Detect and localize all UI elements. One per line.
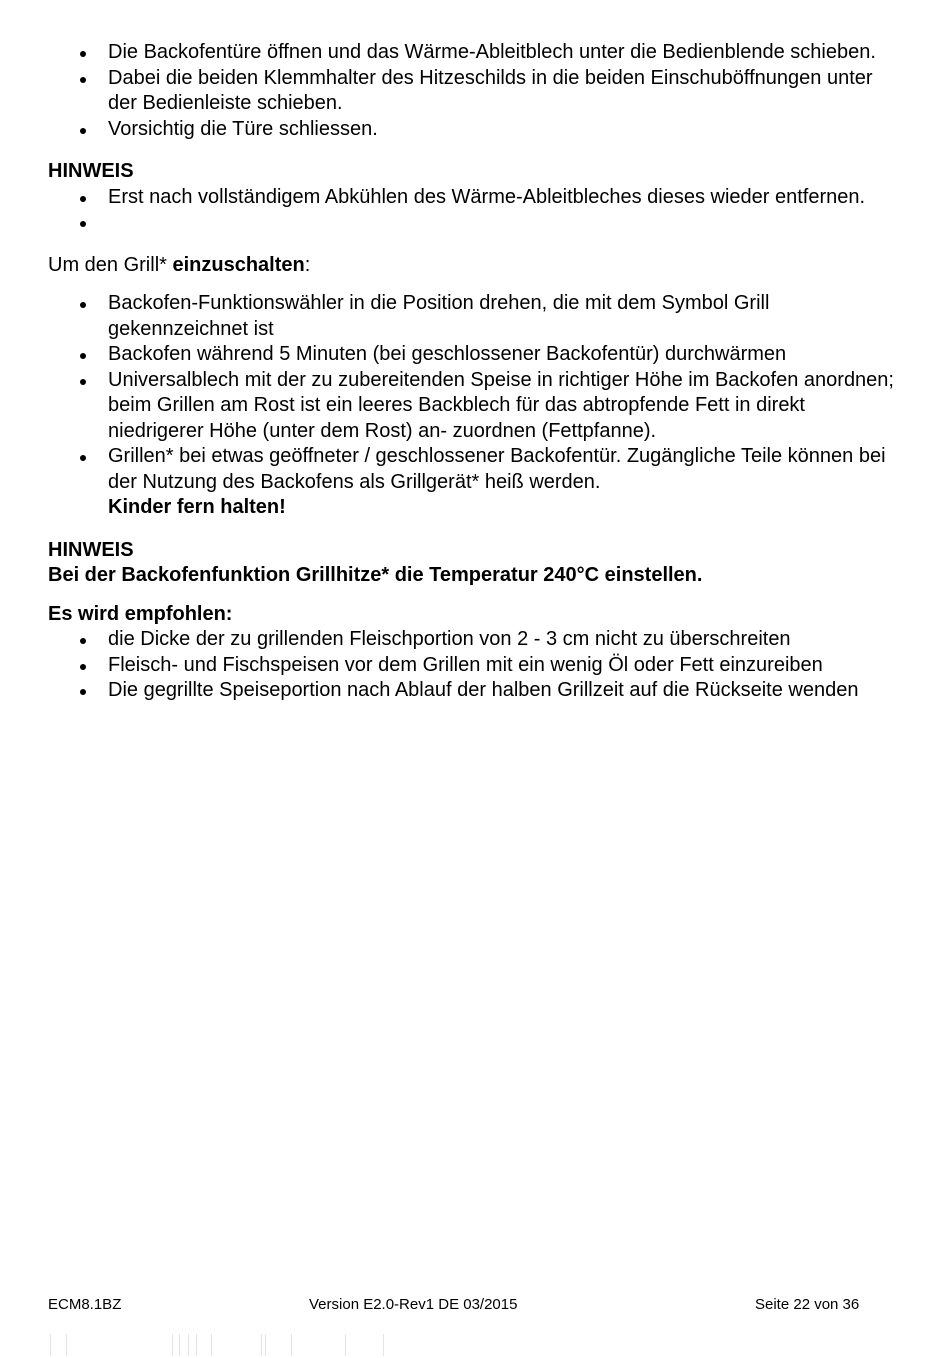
list-item-text: die Dicke der zu grillenden Fleischportion von 2 - 3 cm nicht zu überschreiten — [108, 628, 791, 650]
grill-intro-suffix: : — [304, 253, 311, 276]
footer-version: Version E2.0-Rev1 DE 03/2015 — [309, 1296, 518, 1313]
list-item-empty — [48, 210, 898, 236]
footer-model: ECM8.1BZ — [48, 1296, 122, 1313]
list-item-text: Fleisch- und Fischspeisen vor dem Grillen mit ein wenig Öl oder Fett einzureiben — [108, 653, 823, 676]
bullet-icon — [80, 302, 86, 308]
list-item — [48, 678, 898, 704]
list-item-text: Grillen* bei etwas geöffneter / geschlossener Backofentür. Zugängliche Teile können bei der Nutzung des Backofens als Grillgerät* heiß werden. — [108, 445, 886, 493]
list-item — [48, 627, 898, 653]
list-item — [48, 185, 898, 211]
grill-steps-list — [48, 291, 898, 521]
list-item — [48, 66, 898, 117]
bullet-icon — [80, 196, 86, 202]
list-item-text: Vorsichtig die Türe schliessen. — [108, 117, 378, 140]
list-item-text: Universalblech mit der zu zubereitenden Speise in richtiger Höhe im Backofen anordnen; beim Grillen am Rost ist ein leeres Backblech für das abtropfende Fett in direkt niedrigerer Höhe (unter dem Rost) an- zuordnen (Fettpfanne). — [108, 368, 894, 442]
page-content — [48, 40, 898, 704]
footer-page-number: Seite 22 von 36 — [755, 1296, 860, 1313]
grill-intro-prefix: Um den Grill* — [48, 253, 173, 276]
scan-artifact-marks — [48, 1334, 448, 1356]
list-item — [48, 368, 898, 445]
bullet-icon — [80, 689, 86, 695]
list-item-text: Die Backofentüre öffnen und das Wärme-Ableitblech unter die Bedienblende schieben. — [108, 41, 876, 63]
bullet-icon — [80, 664, 86, 670]
install-steps-list — [48, 40, 898, 142]
recommend-heading: Es wird empfohlen: — [48, 602, 233, 625]
list-item-text: Dabei die beiden Klemmhalter des Hitzeschilds in die beiden Einschuböffnungen unter der Bedienleiste schieben. — [108, 66, 873, 114]
bullet-icon — [80, 638, 86, 644]
grill-intro — [48, 253, 898, 279]
list-item — [48, 444, 898, 521]
bullet-icon — [80, 77, 86, 83]
grill-intro-bold: einzuschalten — [172, 253, 305, 276]
recommend-list — [48, 627, 898, 704]
hinweis-list — [48, 185, 898, 236]
list-item — [48, 40, 898, 66]
list-item — [48, 342, 898, 368]
list-item — [48, 291, 898, 342]
bullet-icon — [80, 353, 86, 359]
list-item — [48, 117, 898, 143]
hinweis-heading: HINWEIS — [48, 538, 134, 561]
temperature-note: Bei der Backofenfunktion Grillhitze* die Temperatur 240°C einstellen. — [48, 564, 703, 586]
list-item-text: Backofen während 5 Minuten (bei geschlossener Backofentür) durchwärmen — [108, 343, 787, 365]
list-item — [48, 653, 898, 679]
list-item-text: Die gegrillte Speiseportion nach Ablauf der halben Grillzeit auf die Rückseite wenden — [108, 679, 859, 701]
bullet-icon — [80, 379, 86, 385]
bullet-icon — [80, 455, 86, 461]
list-item-text: Backofen-Funktionswähler in die Position drehen, die mit dem Symbol Grill gekennzeichnet ist — [108, 292, 770, 340]
bullet-icon — [80, 221, 86, 227]
children-warning: Kinder fern halten! — [108, 496, 286, 518]
hinweis-heading: HINWEIS — [48, 160, 134, 182]
bullet-icon — [80, 128, 86, 134]
list-item-text: Erst nach vollständigem Abkühlen des Wärme-Ableitbleches dieses wieder entfernen. — [108, 185, 866, 208]
bullet-icon — [80, 51, 86, 57]
